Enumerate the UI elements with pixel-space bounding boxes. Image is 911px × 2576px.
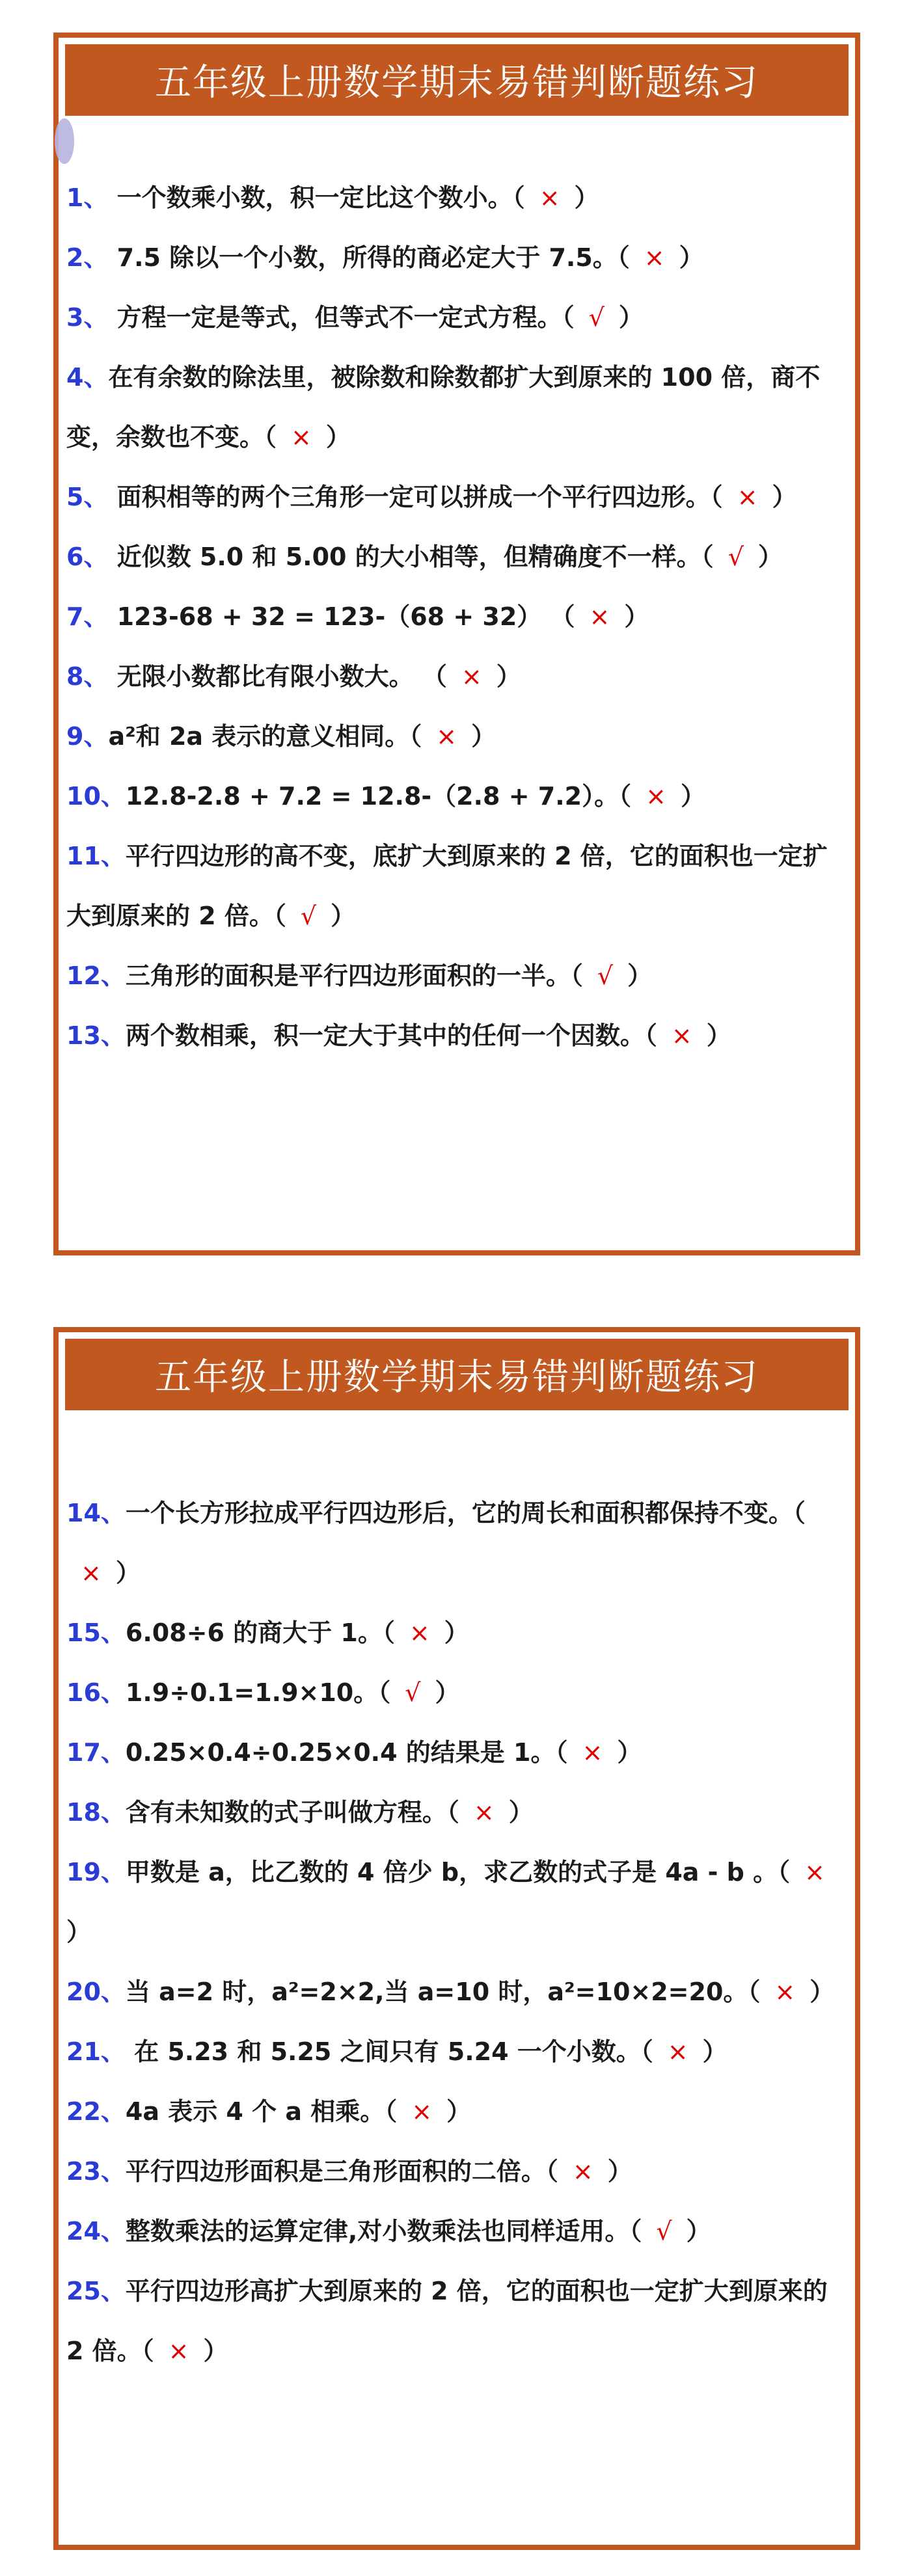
answer-mark-icon: × — [436, 722, 457, 751]
question-item: 23、平行四边形面积是三角形面积的二倍。（ × ） — [66, 2141, 851, 2201]
question-item: 20、当 a=2 时，a²=2×2,当 a=10 时，a²=10×2=20。（ × ） — [66, 1962, 851, 2022]
answer-mark-icon: × — [737, 483, 758, 511]
answer-mark-icon: × — [473, 1798, 495, 1827]
question-item: 19、甲数是 a，比乙数的 4 倍少 b，求乙数的式子是 4a - b 。（ ×） — [66, 1842, 851, 1962]
answer-mark-icon: × — [582, 1738, 603, 1767]
question-item: 14、一个长方形拉成平行四边形后，它的周长和面积都保持不变。（× ） — [66, 1483, 851, 1603]
question-item: 22、4a 表示 4 个 a 相乘。（ × ） — [66, 2082, 851, 2141]
question-item: 15、6.08÷6 的商大于 1。（ × ） — [66, 1603, 851, 1663]
answer-mark-icon: × — [589, 602, 610, 631]
question-list — [66, 1483, 851, 2381]
answer-mark-icon: √ — [597, 961, 614, 990]
answer-mark-icon: × — [409, 1618, 430, 1647]
question-item: 2、 7.5 除以一个小数，所得的商必定大于 7.5。（ × ） — [66, 228, 851, 288]
answer-mark-icon: × — [804, 1858, 825, 1886]
question-item: 18、含有未知数的式子叫做方程。（ × ） — [66, 1782, 851, 1842]
answer-mark-icon: × — [81, 1559, 102, 1587]
worksheet-panel-2 — [53, 1327, 860, 2550]
question-item: 10、12.8-2.8 + 7.2 = 12.8-（2.8 + 7.2）。（ × ） — [66, 766, 851, 826]
question-item: 3、 方程一定是等式，但等式不一定式方程。（ √ ） — [66, 288, 851, 347]
answer-mark-icon: √ — [656, 2217, 672, 2246]
question-list — [66, 168, 851, 1066]
question-item: 16、1.9÷0.1=1.9×10。（ √ ） — [66, 1663, 851, 1723]
answer-mark-icon: × — [644, 243, 665, 272]
decorative-dot — [55, 118, 74, 164]
answer-mark-icon: × — [411, 2097, 433, 2126]
worksheet-panel-1 — [53, 33, 860, 1255]
question-item: 12、三角形的面积是平行四边形面积的一半。（ √ ） — [66, 946, 851, 1006]
question-item: 1、 一个数乘小数，积一定比这个数小。（ × ） — [66, 168, 851, 228]
question-item: 7、 123-68 + 32 = 123-（68 + 32） （ × ） — [66, 587, 851, 647]
answer-mark-icon: × — [291, 423, 312, 451]
answer-mark-icon: × — [646, 782, 666, 811]
question-item: 17、0.25×0.4÷0.25×0.4 的结果是 1。（ × ） — [66, 1723, 851, 1782]
answer-mark-icon: × — [461, 662, 482, 691]
answer-mark-icon: √ — [588, 303, 605, 332]
answer-mark-icon: × — [774, 1978, 796, 2006]
answer-mark-icon: × — [539, 183, 560, 212]
answer-mark-icon: √ — [300, 902, 317, 930]
question-item: 4、在有余数的除法里，被除数和除数都扩大到原来的 100 倍，商不变，余数也不变。（ × ） — [66, 347, 851, 467]
question-item: 8、 无限小数都比有限小数大。 （ × ） — [66, 647, 851, 706]
answer-mark-icon: √ — [405, 1678, 421, 1707]
answer-mark-icon: × — [671, 1021, 692, 1050]
question-item: 24、整数乘法的运算定律,对小数乘法也同样适用。（ √ ） — [66, 2201, 851, 2261]
question-item: 6、 近似数 5.0 和 5.00 的大小相等，但精确度不一样。（ √ ） — [66, 527, 851, 587]
answer-mark-icon: √ — [727, 543, 744, 571]
question-item: 11、平行四边形的高不变，底扩大到原来的 2 倍，它的面积也一定扩大到原来的 2 倍。（ √ ） — [66, 826, 851, 946]
question-item: 21、 在 5.23 和 5.25 之间只有 5.24 一个小数。（ × ） — [66, 2022, 851, 2082]
question-item: 5、 面积相等的两个三角形一定可以拼成一个平行四边形。（ × ） — [66, 467, 851, 527]
question-item: 13、两个数相乘，积一定大于其中的任何一个因数。（ × ） — [66, 1006, 851, 1066]
question-item: 9、a²和 2a 表示的意义相同。（ × ） — [66, 706, 851, 766]
answer-mark-icon: × — [572, 2157, 593, 2186]
panel-title: 五年级上册数学期末易错判断题练习 — [65, 1339, 849, 1410]
panel-title: 五年级上册数学期末易错判断题练习 — [65, 44, 849, 116]
answer-mark-icon: × — [667, 2037, 688, 2066]
answer-mark-icon: × — [168, 2337, 189, 2365]
question-item: 25、平行四边形高扩大到原来的 2 倍，它的面积也一定扩大到原来的 2 倍。（ × ） — [66, 2261, 851, 2381]
